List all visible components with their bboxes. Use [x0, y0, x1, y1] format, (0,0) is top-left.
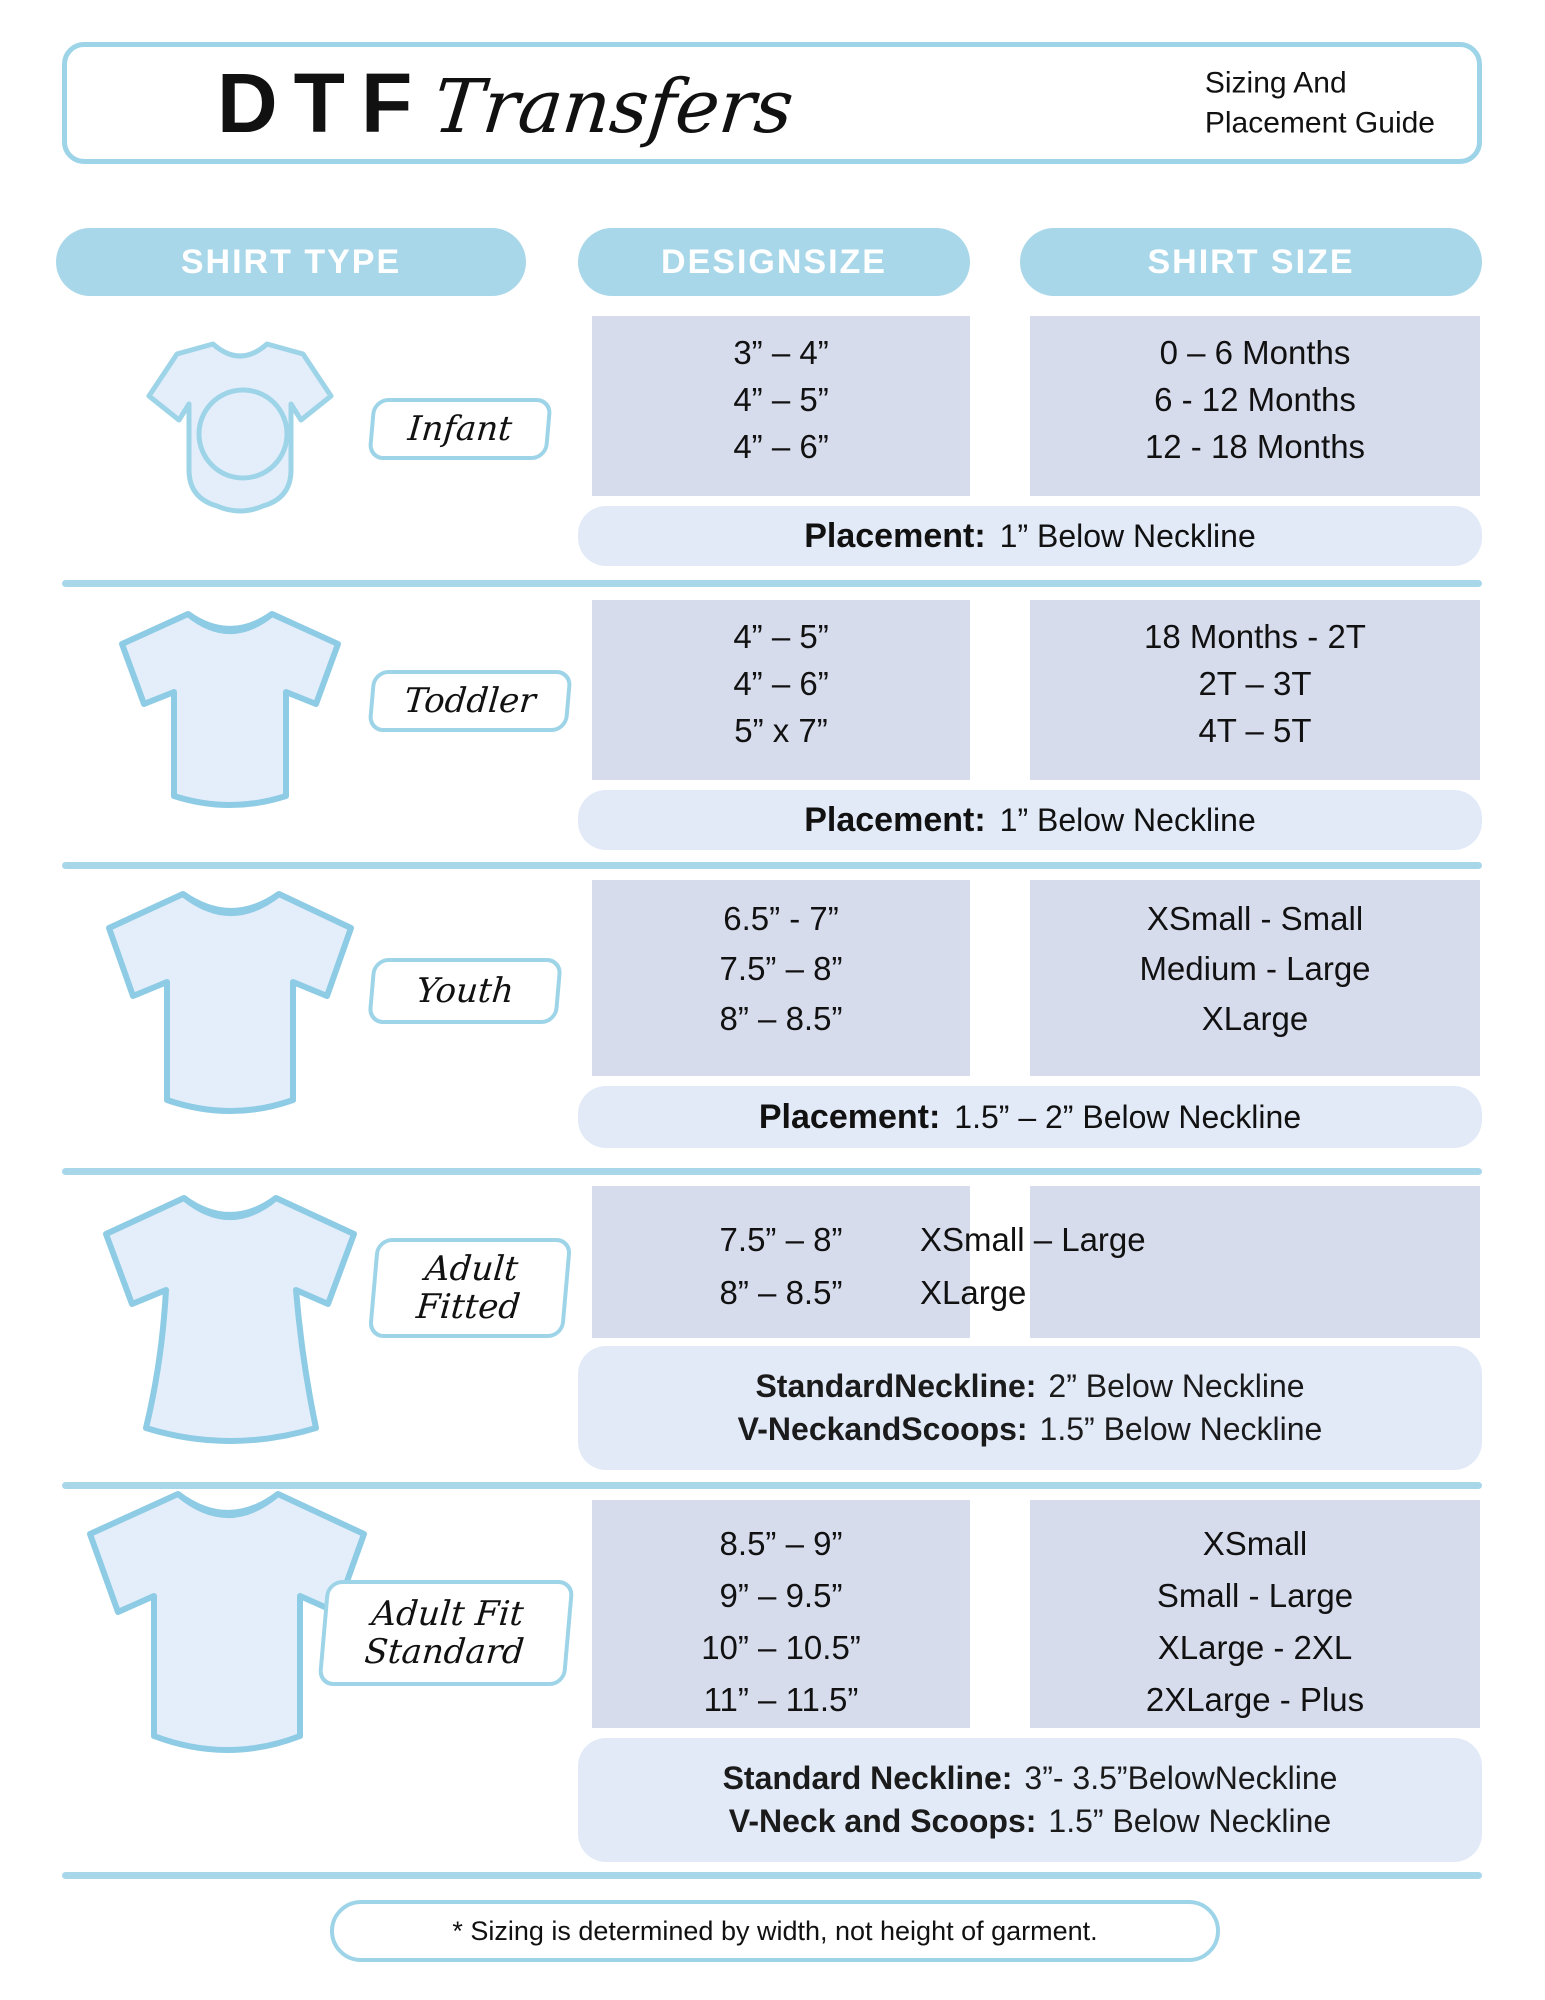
tshirt-icon-toddler — [100, 600, 360, 830]
design-sizes-toddler: 4” – 5” 4” – 6” 5” x 7” — [733, 618, 829, 749]
placement-label-infant: Placement: — [804, 516, 986, 555]
notes-adult-standard — [578, 1738, 1482, 1862]
shirt-sizes-infant: 0 – 6 Months 6 - 12 Months 12 - 18 Months — [1144, 334, 1366, 465]
placement-toddler — [578, 790, 1482, 850]
column-header-shirt-type: SHIRT TYPE — [56, 228, 526, 296]
row-divider-1 — [62, 580, 1482, 587]
note-vneck-scoops-fitted: V-NeckandScoops: 1.5” Below Neckline — [737, 1411, 1323, 1447]
shirt-sizes-toddler: 18 Months - 2T 2T – 3T 4T – 5T — [1144, 618, 1366, 749]
placement-value-toddler: 1” Below Neckline — [999, 801, 1256, 838]
design-sizes-youth: 6.5” - 7” 7.5” – 8” 8” – 8.5” — [719, 900, 843, 1038]
shirt-sizes-adult-fitted: XSmall – Large XLarge — [920, 1221, 1146, 1311]
column-header-design-size: DESIGNSIZE — [578, 228, 970, 296]
subtitle-line-1: Sizing And — [1204, 66, 1347, 100]
note-vneck-scoops-standard: V-Neck and Scoops: 1.5” Below Neckline — [728, 1803, 1332, 1839]
page-title — [217, 56, 798, 150]
type-label-adult-standard: Adult Fit Standard — [317, 1580, 574, 1686]
placement-label-toddler: Placement: — [804, 800, 986, 839]
row-divider-2 — [62, 862, 1482, 869]
fitted-tshirt-icon — [80, 1182, 380, 1462]
placement-infant — [578, 506, 1482, 566]
placement-label-youth: Placement: — [758, 1097, 941, 1136]
header-subtitle — [1205, 63, 1435, 142]
placement-youth — [578, 1086, 1482, 1148]
type-label-youth: Youth — [367, 958, 563, 1024]
design-sizes-adult-standard: 8.5” – 9” 9” – 9.5” 10” – 10.5” 11” – 11.5” — [701, 1525, 861, 1719]
row-divider-3 — [62, 1168, 1482, 1175]
note-standard-neckline-fitted: StandardNeckline: 2” Below Neckline — [755, 1368, 1305, 1404]
subtitle-line-2: Placement Guide — [1204, 106, 1435, 139]
tshirt-icon-youth — [85, 878, 375, 1138]
type-label-toddler: Toddler — [367, 670, 572, 732]
notes-adult-fitted — [578, 1346, 1482, 1470]
shirt-sizes-youth: XSmall - Small Medium - Large XLarge — [1139, 900, 1371, 1038]
row-divider-5 — [62, 1872, 1482, 1879]
onesie-icon — [135, 338, 345, 538]
note-standard-neckline-standard: Standard Neckline: 3”- 3.5”BelowNeckline — [722, 1760, 1338, 1796]
design-sizes-infant: 3” – 4” 4” – 5” 4” – 6” — [733, 334, 829, 465]
design-sizes-adult-fitted: 7.5” – 8” 8” – 8.5” — [719, 1221, 843, 1311]
page-header — [62, 42, 1482, 164]
title-transfers: Transfers — [429, 64, 798, 150]
type-label-infant: Infant — [367, 398, 552, 460]
placement-value-youth: 1.5” – 2” Below Neckline — [954, 1098, 1302, 1135]
title-dtf: DTF — [217, 56, 429, 150]
shirt-sizes-adult-standard: XSmall Small - Large XLarge - 2XL 2XLarge - Plus — [1145, 1525, 1365, 1719]
column-header-shirt-size: SHIRT SIZE — [1020, 228, 1482, 296]
placement-value-infant: 1” Below Neckline — [999, 517, 1256, 554]
type-label-adult-fitted: Adult Fitted — [368, 1238, 573, 1338]
footer-note — [330, 1900, 1220, 1962]
footer-note-text: * Sizing is determined by width, not height of garment. — [452, 1915, 1098, 1946]
